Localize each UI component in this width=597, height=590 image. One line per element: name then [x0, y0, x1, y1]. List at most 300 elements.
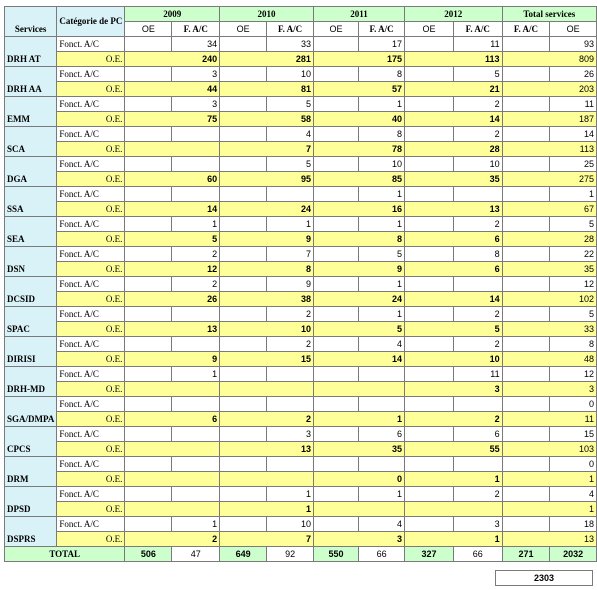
- year-header-2010: 2010: [220, 7, 314, 22]
- fonct-value-cell: 4: [267, 127, 314, 142]
- service-name: CPCS: [5, 427, 57, 457]
- fonct-value-cell: 1: [359, 217, 405, 232]
- fonct-value-cell: 8: [359, 67, 405, 82]
- oe-value-cell: [125, 442, 220, 457]
- empty-cell: [125, 67, 172, 82]
- oe-value-cell: 5: [313, 322, 404, 337]
- empty-cell: [405, 307, 454, 322]
- total-services-header: Total services: [502, 7, 596, 22]
- oe-value-cell: 6: [405, 232, 503, 247]
- fonct-value-cell: 26: [550, 67, 597, 82]
- empty-cell: [125, 37, 172, 52]
- oe-value-cell: 2: [405, 412, 503, 427]
- empty-cell: [502, 127, 550, 142]
- category-fonct: Fonct. A/C: [57, 517, 125, 532]
- oe-value-cell: 95: [220, 172, 314, 187]
- oe-value-cell: 67: [502, 202, 596, 217]
- table-row: [5, 37, 597, 52]
- oe-value-cell: 6: [405, 262, 503, 277]
- empty-cell: [502, 217, 550, 232]
- service-name: DRH AT: [5, 37, 57, 67]
- oe-value-cell: 14: [125, 202, 220, 217]
- empty-cell: [405, 217, 454, 232]
- oe-value-cell: 55: [405, 442, 503, 457]
- table-row: [5, 397, 597, 412]
- empty-cell: [220, 487, 267, 502]
- oe-value-cell: 21: [405, 82, 503, 97]
- table-row: [5, 532, 597, 547]
- oe-value-cell: 24: [220, 202, 314, 217]
- service-name: EMM: [5, 97, 57, 127]
- empty-cell: [313, 187, 358, 202]
- fonct-value-cell: [267, 397, 314, 412]
- empty-cell: [405, 517, 454, 532]
- fonct-value-cell: 6: [453, 427, 502, 442]
- empty-cell: [125, 517, 172, 532]
- fonct-value-cell: 15: [550, 427, 597, 442]
- subheader-fac: F. A/C: [359, 22, 405, 37]
- fonct-value-cell: [172, 457, 220, 472]
- oe-value-cell: 33: [502, 322, 596, 337]
- oe-value-cell: 75: [125, 112, 220, 127]
- category-oe: O.E.: [57, 412, 125, 427]
- fonct-value-cell: 10: [453, 157, 502, 172]
- empty-cell: [313, 247, 358, 262]
- empty-cell: [502, 37, 550, 52]
- table-row: [5, 517, 597, 532]
- oe-value-cell: 8: [313, 232, 404, 247]
- table-row: [5, 217, 597, 232]
- empty-cell: [313, 487, 358, 502]
- total-value-cell: 271: [502, 547, 550, 562]
- oe-value-cell: 58: [220, 112, 314, 127]
- fonct-value-cell: 4: [550, 487, 597, 502]
- oe-value-cell: 9: [313, 262, 404, 277]
- empty-cell: [502, 487, 550, 502]
- empty-cell: [220, 307, 267, 322]
- empty-cell: [405, 127, 454, 142]
- category-oe: O.E.: [57, 172, 125, 187]
- oe-value-cell: 281: [220, 52, 314, 67]
- empty-cell: [313, 427, 358, 442]
- year-header-2012: 2012: [405, 7, 503, 22]
- empty-cell: [125, 187, 172, 202]
- oe-value-cell: [125, 142, 220, 157]
- service-name: SGA/DMPA: [5, 397, 57, 427]
- oe-value-cell: [313, 502, 404, 517]
- empty-cell: [220, 427, 267, 442]
- fonct-value-cell: 2: [453, 127, 502, 142]
- fonct-value-cell: [267, 187, 314, 202]
- category-oe: O.E.: [57, 502, 125, 517]
- empty-cell: [502, 427, 550, 442]
- empty-cell: [405, 487, 454, 502]
- empty-cell: [405, 457, 454, 472]
- oe-value-cell: 102: [502, 292, 596, 307]
- total-value-cell: 506: [125, 547, 172, 562]
- category-fonct: Fonct. A/C: [57, 247, 125, 262]
- empty-cell: [125, 277, 172, 292]
- table-row: [5, 292, 597, 307]
- fonct-value-cell: 6: [359, 427, 405, 442]
- empty-cell: [125, 487, 172, 502]
- empty-cell: [220, 157, 267, 172]
- oe-value-cell: 187: [502, 112, 596, 127]
- empty-cell: [220, 217, 267, 232]
- table-row: [5, 442, 597, 457]
- fonct-value-cell: 8: [550, 337, 597, 352]
- fonct-value-cell: [453, 397, 502, 412]
- oe-value-cell: 28: [502, 232, 596, 247]
- category-fonct: Fonct. A/C: [57, 37, 125, 52]
- fonct-value-cell: [172, 307, 220, 322]
- category-fonct: Fonct. A/C: [57, 367, 125, 382]
- empty-cell: [220, 127, 267, 142]
- subheader-fac: F. A/C: [267, 22, 314, 37]
- fonct-value-cell: [453, 277, 502, 292]
- empty-cell: [405, 37, 454, 52]
- fonct-value-cell: 93: [550, 37, 597, 52]
- oe-value-cell: 12: [125, 262, 220, 277]
- oe-value-cell: 16: [313, 202, 404, 217]
- table-row: [5, 277, 597, 292]
- fonct-value-cell: 17: [359, 37, 405, 52]
- category-oe: O.E.: [57, 232, 125, 247]
- empty-cell: [502, 367, 550, 382]
- oe-value-cell: 57: [313, 82, 404, 97]
- oe-value-cell: [125, 472, 220, 487]
- oe-value-cell: 1: [405, 532, 503, 547]
- subheader-oe: OE: [125, 22, 172, 37]
- oe-value-cell: 40: [313, 112, 404, 127]
- oe-value-cell: 81: [220, 82, 314, 97]
- table-row: [5, 52, 597, 67]
- table-row: [5, 97, 597, 112]
- fonct-value-cell: 5: [453, 67, 502, 82]
- empty-cell: [220, 37, 267, 52]
- oe-value-cell: [313, 382, 404, 397]
- fonct-value-cell: 1: [172, 217, 220, 232]
- fonct-value-cell: 1: [550, 187, 597, 202]
- category-fonct: Fonct. A/C: [57, 127, 125, 142]
- table-row: [5, 262, 597, 277]
- subheader-fac: F. A/C: [172, 22, 220, 37]
- empty-cell: [313, 157, 358, 172]
- empty-cell: [405, 247, 454, 262]
- table-row: [5, 142, 597, 157]
- empty-cell: [502, 337, 550, 352]
- oe-value-cell: 1: [220, 502, 314, 517]
- service-name: DSN: [5, 247, 57, 277]
- empty-cell: [220, 367, 267, 382]
- fonct-value-cell: 18: [550, 517, 597, 532]
- oe-value-cell: 113: [405, 52, 503, 67]
- fonct-value-cell: 5: [550, 307, 597, 322]
- oe-value-cell: [405, 502, 503, 517]
- empty-cell: [125, 457, 172, 472]
- oe-value-cell: 60: [125, 172, 220, 187]
- table-row: [5, 337, 597, 352]
- empty-cell: [405, 277, 454, 292]
- service-name: DSPRS: [5, 517, 57, 547]
- fonct-value-cell: 2: [267, 337, 314, 352]
- empty-cell: [220, 337, 267, 352]
- table-row: [5, 82, 597, 97]
- table-row: [5, 502, 597, 517]
- oe-value-cell: 13: [125, 322, 220, 337]
- empty-cell: [125, 307, 172, 322]
- fonct-value-cell: 4: [359, 337, 405, 352]
- empty-cell: [405, 367, 454, 382]
- fonct-value-cell: 8: [359, 127, 405, 142]
- total-value-cell: 66: [359, 547, 405, 562]
- category-fonct: Fonct. A/C: [57, 217, 125, 232]
- table-row: [5, 202, 597, 217]
- empty-cell: [502, 517, 550, 532]
- fonct-value-cell: 10: [359, 157, 405, 172]
- services-table: [4, 6, 597, 562]
- oe-value-cell: 809: [502, 52, 596, 67]
- table-row: [5, 487, 597, 502]
- fonct-value-cell: 8: [453, 247, 502, 262]
- empty-cell: [502, 97, 550, 112]
- category-oe: O.E.: [57, 112, 125, 127]
- oe-value-cell: 9: [125, 352, 220, 367]
- empty-cell: [313, 97, 358, 112]
- total-value-cell: 66: [453, 547, 502, 562]
- empty-cell: [502, 307, 550, 322]
- fonct-value-cell: 4: [359, 517, 405, 532]
- oe-value-cell: [125, 502, 220, 517]
- table-row: [5, 232, 597, 247]
- category-oe: O.E.: [57, 202, 125, 217]
- empty-cell: [313, 307, 358, 322]
- fonct-value-cell: 5: [550, 217, 597, 232]
- fonct-value-cell: 2: [453, 487, 502, 502]
- service-name: DGA: [5, 157, 57, 187]
- category-oe: O.E.: [57, 532, 125, 547]
- empty-cell: [220, 67, 267, 82]
- oe-value-cell: 3: [313, 532, 404, 547]
- fonct-value-cell: [172, 427, 220, 442]
- table-row: [5, 382, 597, 397]
- table-row: [5, 307, 597, 322]
- oe-value-cell: 1: [313, 412, 404, 427]
- oe-value-cell: 14: [405, 292, 503, 307]
- fonct-value-cell: 12: [550, 367, 597, 382]
- service-name: DIRISI: [5, 337, 57, 367]
- category-fonct: Fonct. A/C: [57, 427, 125, 442]
- empty-cell: [125, 367, 172, 382]
- category-oe: O.E.: [57, 472, 125, 487]
- fonct-value-cell: 25: [550, 157, 597, 172]
- oe-value-cell: 0: [313, 472, 404, 487]
- category-oe: O.E.: [57, 292, 125, 307]
- oe-value-cell: 44: [125, 82, 220, 97]
- empty-cell: [125, 337, 172, 352]
- total-label: TOTAL: [5, 547, 125, 562]
- empty-cell: [405, 397, 454, 412]
- oe-value-cell: 85: [313, 172, 404, 187]
- empty-cell: [313, 277, 358, 292]
- fonct-value-cell: [172, 487, 220, 502]
- empty-cell: [125, 397, 172, 412]
- table-row: [5, 352, 597, 367]
- oe-value-cell: 13: [502, 532, 596, 547]
- fonct-value-cell: 1: [267, 487, 314, 502]
- header-row-years: [5, 7, 597, 22]
- fonct-value-cell: [267, 457, 314, 472]
- subheader-oe: OE: [313, 22, 358, 37]
- fonct-value-cell: 1: [359, 97, 405, 112]
- category-oe: O.E.: [57, 262, 125, 277]
- total-value-cell: 92: [267, 547, 314, 562]
- fonct-value-cell: [172, 187, 220, 202]
- empty-cell: [125, 217, 172, 232]
- empty-cell: [502, 397, 550, 412]
- oe-value-cell: 14: [405, 112, 503, 127]
- fonct-value-cell: [359, 397, 405, 412]
- fonct-value-cell: [359, 457, 405, 472]
- fonct-value-cell: [172, 337, 220, 352]
- fonct-value-cell: [172, 127, 220, 142]
- oe-value-cell: [125, 382, 220, 397]
- fonct-value-cell: 3: [453, 517, 502, 532]
- oe-value-cell: 240: [125, 52, 220, 67]
- oe-value-cell: [220, 382, 314, 397]
- empty-cell: [502, 457, 550, 472]
- table-row: [5, 157, 597, 172]
- oe-value-cell: 13: [405, 202, 503, 217]
- table-row: [5, 172, 597, 187]
- fonct-value-cell: 1: [359, 307, 405, 322]
- empty-cell: [313, 67, 358, 82]
- oe-value-cell: 24: [313, 292, 404, 307]
- fonct-value-cell: 2: [453, 217, 502, 232]
- empty-cell: [220, 97, 267, 112]
- subheader-fac: F. A/C: [453, 22, 502, 37]
- oe-value-cell: 7: [220, 532, 314, 547]
- table-row: [5, 367, 597, 382]
- fonct-value-cell: 11: [453, 37, 502, 52]
- oe-value-cell: 1: [502, 472, 596, 487]
- oe-value-cell: 35: [313, 442, 404, 457]
- empty-cell: [313, 397, 358, 412]
- oe-value-cell: 10: [405, 352, 503, 367]
- category-oe: O.E.: [57, 82, 125, 97]
- service-name: DRM: [5, 457, 57, 487]
- service-name: DRH AA: [5, 67, 57, 97]
- service-name: SSA: [5, 187, 57, 217]
- empty-cell: [313, 367, 358, 382]
- empty-cell: [220, 397, 267, 412]
- empty-cell: [220, 187, 267, 202]
- empty-cell: [405, 427, 454, 442]
- oe-value-cell: 26: [125, 292, 220, 307]
- oe-value-cell: 2: [220, 412, 314, 427]
- fonct-value-cell: 1: [359, 277, 405, 292]
- table-row: [5, 427, 597, 442]
- empty-cell: [405, 187, 454, 202]
- empty-cell: [405, 337, 454, 352]
- fonct-value-cell: 2: [453, 337, 502, 352]
- fonct-value-cell: 2: [172, 247, 220, 262]
- total-value-cell: 2032: [550, 547, 597, 562]
- empty-cell: [502, 247, 550, 262]
- service-name: DRH-MD: [5, 367, 57, 397]
- category-fonct: Fonct. A/C: [57, 487, 125, 502]
- empty-cell: [405, 157, 454, 172]
- total-value-cell: 47: [172, 547, 220, 562]
- fonct-value-cell: 33: [267, 37, 314, 52]
- category-header: Catégorie de PC: [57, 7, 125, 37]
- fonct-value-cell: 12: [550, 277, 597, 292]
- fonct-value-cell: 2: [267, 307, 314, 322]
- oe-value-cell: 10: [220, 322, 314, 337]
- fonct-value-cell: 10: [267, 67, 314, 82]
- empty-cell: [313, 457, 358, 472]
- year-header-2009: 2009: [125, 7, 220, 22]
- table-row: [5, 322, 597, 337]
- table-row: [5, 412, 597, 427]
- category-fonct: Fonct. A/C: [57, 277, 125, 292]
- oe-value-cell: 2: [125, 532, 220, 547]
- empty-cell: [125, 247, 172, 262]
- table-row: [5, 112, 597, 127]
- year-header-2011: 2011: [313, 7, 404, 22]
- category-fonct: Fonct. A/C: [57, 157, 125, 172]
- empty-cell: [125, 157, 172, 172]
- fonct-value-cell: 1: [359, 187, 405, 202]
- fonct-value-cell: [267, 367, 314, 382]
- empty-cell: [405, 67, 454, 82]
- fonct-value-cell: 1: [359, 487, 405, 502]
- category-fonct: Fonct. A/C: [57, 397, 125, 412]
- oe-value-cell: 14: [313, 352, 404, 367]
- category-fonct: Fonct. A/C: [57, 307, 125, 322]
- empty-cell: [405, 97, 454, 112]
- fonct-value-cell: [453, 187, 502, 202]
- category-oe: O.E.: [57, 322, 125, 337]
- empty-cell: [313, 517, 358, 532]
- oe-value-cell: 11: [502, 412, 596, 427]
- services-header: Services: [5, 7, 57, 37]
- empty-cell: [313, 37, 358, 52]
- oe-value-cell: 35: [405, 172, 503, 187]
- subheader-oe-total: OE: [550, 22, 597, 37]
- empty-cell: [502, 187, 550, 202]
- fonct-value-cell: 3: [267, 427, 314, 442]
- category-oe: O.E.: [57, 352, 125, 367]
- fonct-value-cell: 14: [550, 127, 597, 142]
- fonct-value-cell: 1: [172, 517, 220, 532]
- oe-value-cell: 275: [502, 172, 596, 187]
- fonct-value-cell: 3: [172, 67, 220, 82]
- table-row: [5, 472, 597, 487]
- fonct-value-cell: 7: [267, 247, 314, 262]
- service-name: DCSID: [5, 277, 57, 307]
- fonct-value-cell: 22: [550, 247, 597, 262]
- fonct-value-cell: 0: [550, 457, 597, 472]
- oe-value-cell: 28: [405, 142, 503, 157]
- category-fonct: Fonct. A/C: [57, 457, 125, 472]
- service-name: SCA: [5, 127, 57, 157]
- fonct-value-cell: 2: [453, 97, 502, 112]
- oe-value-cell: 78: [313, 142, 404, 157]
- oe-value-cell: 35: [502, 262, 596, 277]
- total-value-cell: 327: [405, 547, 454, 562]
- oe-value-cell: 113: [502, 142, 596, 157]
